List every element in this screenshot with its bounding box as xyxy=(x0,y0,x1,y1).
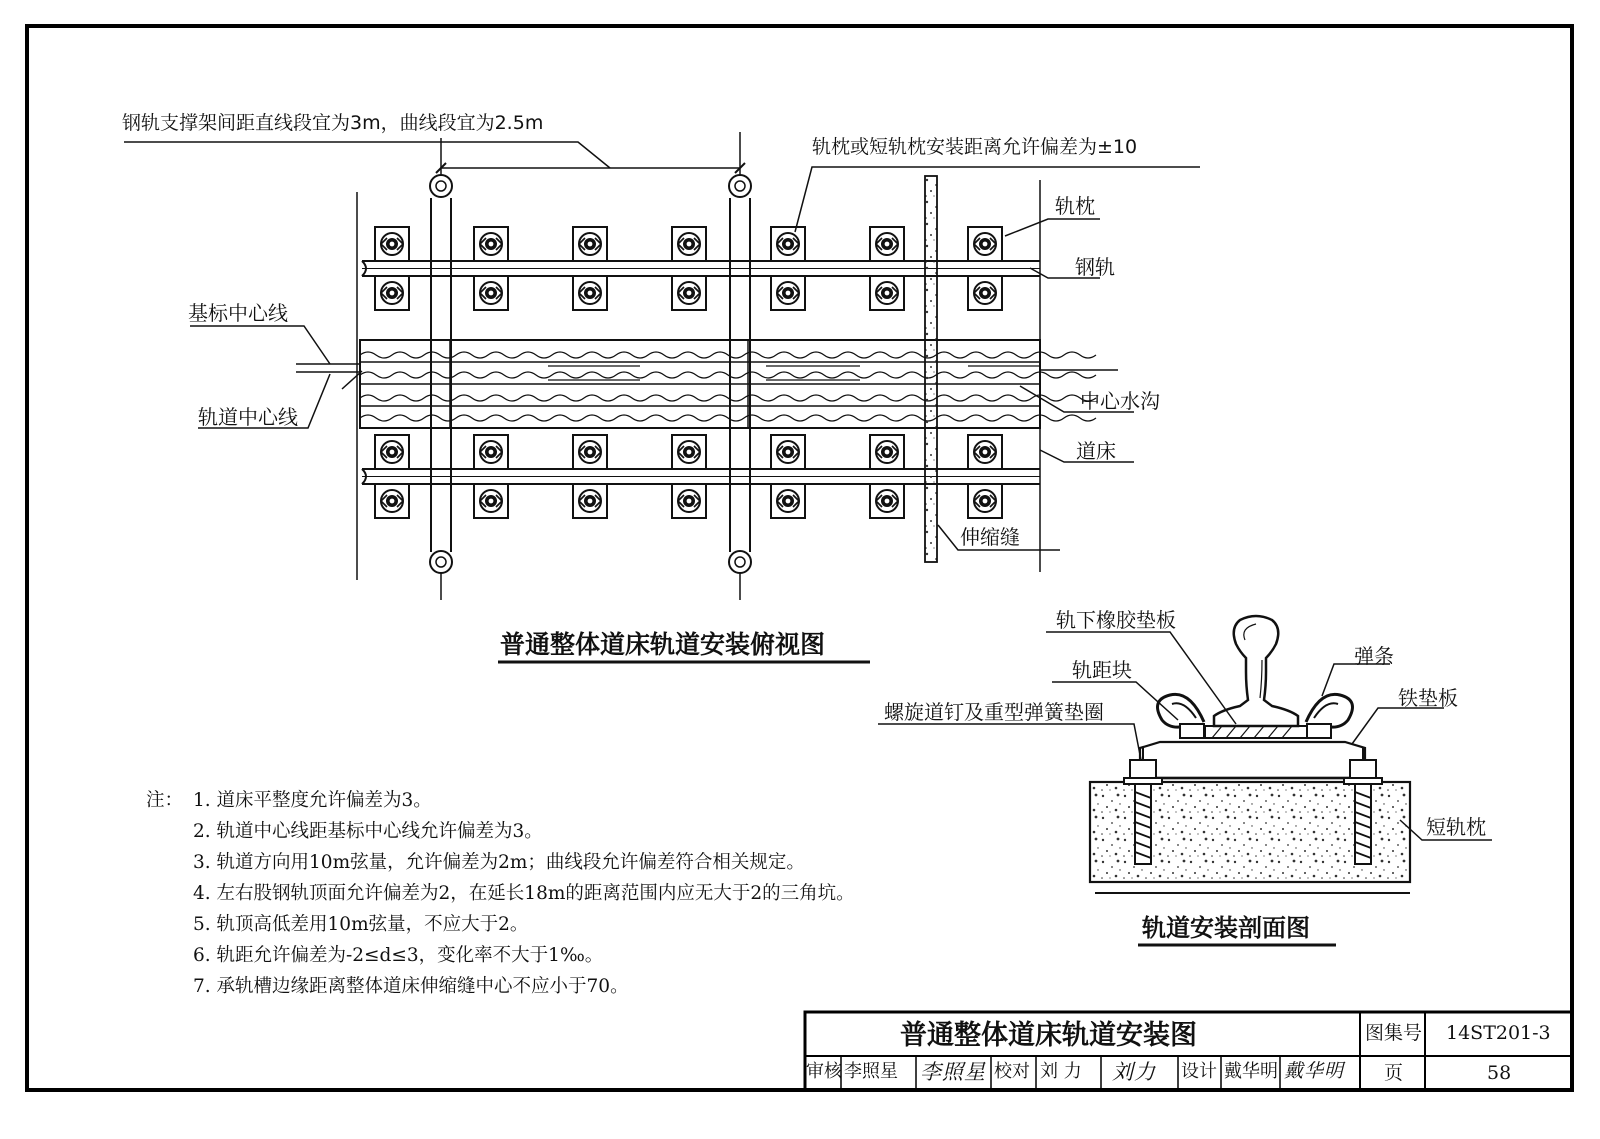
fastener-upper-a-7 xyxy=(968,227,1002,261)
label-support-spacing: 钢轨支撑架间距直线段宜为3m，曲线段宜为2.5m xyxy=(122,112,544,134)
fastener-lower-a-3 xyxy=(573,435,607,469)
fastener-upper-a-4 xyxy=(672,227,706,261)
label-short-sleeper: 短轨枕 xyxy=(1426,815,1486,839)
fastener-upper-b-4 xyxy=(672,276,706,310)
fastener-upper-a-6 xyxy=(870,227,904,261)
water-wave-1 xyxy=(360,352,1096,358)
fastener-lower-b-5 xyxy=(771,484,805,518)
fastener-upper-a-5 xyxy=(771,227,805,261)
checker-name: 刘 力 xyxy=(1040,1061,1082,1082)
drawing-title: 普通整体道床轨道安装图 xyxy=(900,1020,1197,1051)
leader-sleeper xyxy=(1005,219,1100,236)
fastener-lower-a-4 xyxy=(672,435,706,469)
fastener-lower-b-3 xyxy=(573,484,607,518)
label-rubber-pad: 轨下橡胶垫板 xyxy=(1056,608,1176,632)
page-number: 58 xyxy=(1487,1062,1512,1084)
note-item: 5. 轨顶高低差用10m弦量，不应大于2。 xyxy=(193,914,529,935)
right-gauge-block xyxy=(1307,724,1331,738)
note-item: 4. 左右股钢轨顶面允许偏差为2，在延长18m的距离范围内应无大于2的三角坑。 xyxy=(193,883,855,904)
fastener-lower-b-2 xyxy=(474,484,508,518)
label-expansion-joint: 伸缩缝 xyxy=(960,525,1020,549)
fastener-upper-b-6 xyxy=(870,276,904,310)
label-track-bed: 道床 xyxy=(1076,439,1116,463)
fastener-lower-b-7 xyxy=(968,484,1002,518)
label-track-centerline: 轨道中心线 xyxy=(198,405,298,429)
leader-screw-spike xyxy=(878,724,1141,760)
designer-name: 戴华明 xyxy=(1224,1061,1278,1082)
fastener-upper-a-3 xyxy=(573,227,607,261)
rail-profile xyxy=(1214,616,1298,726)
leader-iron-plate xyxy=(1352,708,1444,744)
note-item: 1. 道床平整度允许偏差为3。 xyxy=(193,790,432,811)
label-screw-spike: 螺旋道钉及重型弹簧垫圈 xyxy=(884,700,1104,724)
fastener-lower-b-4 xyxy=(672,484,706,518)
label-datum-centerline: 基标中心线 xyxy=(188,301,288,325)
atlas-number: 14ST201-3 xyxy=(1446,1022,1551,1044)
upper-rail xyxy=(362,261,1040,276)
support-frame-1 xyxy=(430,138,452,600)
plan-view-title: 普通整体道床轨道安装俯视图 xyxy=(500,630,826,659)
label-rail: 钢轨 xyxy=(1075,255,1115,279)
note-item: 2. 轨道中心线距基标中心线允许偏差为3。 xyxy=(193,821,543,842)
water-wave-4 xyxy=(360,415,1096,421)
fastener-lower-b-6 xyxy=(870,484,904,518)
water-wave-3 xyxy=(360,395,1096,401)
fastener-lower-a-6 xyxy=(870,435,904,469)
right-elastic-clip xyxy=(1306,694,1353,727)
water-wave-2 xyxy=(360,372,1096,378)
design-label: 设计 xyxy=(1181,1061,1217,1082)
label-sleeper-tolerance: 轨枕或短轨枕安装距离允许偏差为±10 xyxy=(812,136,1138,158)
note-item: 6. 轨距允许偏差为-2≤d≤3，变化率不大于1‰。 xyxy=(193,945,604,966)
atlas-label: 图集号 xyxy=(1365,1022,1423,1044)
leader-datum-centerline xyxy=(190,326,330,364)
fastener-lower-a-5 xyxy=(771,435,805,469)
leader-sleeper-tolerance xyxy=(795,167,1200,232)
leader-clip xyxy=(1322,664,1390,696)
label-sleeper: 轨枕 xyxy=(1055,194,1095,218)
checker-signature: 刘力 xyxy=(1112,1060,1156,1084)
fastener-upper-b-7 xyxy=(968,276,1002,310)
note-item: 3. 轨道方向用10m弦量，允许偏差为2m；曲线段允许偏差符合相关规定。 xyxy=(193,852,805,873)
notes-prefix: 注： xyxy=(146,790,184,811)
fastener-upper-b-5 xyxy=(771,276,805,310)
check-label: 校对 xyxy=(994,1061,1030,1082)
fastener-lower-a-7 xyxy=(968,435,1002,469)
note-item: 7. 承轨槽边缘距离整体道床伸缩缝中心不应小于70。 xyxy=(193,976,629,997)
section-view-title: 轨道安装剖面图 xyxy=(1142,914,1310,942)
fastener-upper-b-2 xyxy=(474,276,508,310)
label-iron-plate: 铁垫板 xyxy=(1398,686,1458,710)
label-clip: 弹条 xyxy=(1354,644,1394,668)
leader-support-spacing xyxy=(124,142,610,168)
left-elastic-clip xyxy=(1158,694,1205,727)
designer-signature: 戴华明 xyxy=(1284,1060,1345,1082)
iron-base-plate xyxy=(1140,742,1365,778)
expansion-joint xyxy=(925,176,937,562)
reviewer-name: 李照星 xyxy=(844,1061,898,1082)
center-ditch xyxy=(360,340,1096,428)
left-gauge-block xyxy=(1180,724,1204,738)
lower-rail xyxy=(362,469,1040,484)
reviewer-signature: 李照星 xyxy=(920,1060,986,1084)
fastener-upper-b-1 xyxy=(375,276,409,310)
fastener-upper-b-3 xyxy=(573,276,607,310)
fastener-lower-a-2 xyxy=(474,435,508,469)
page-label: 页 xyxy=(1384,1062,1404,1084)
label-gauge-block: 轨距块 xyxy=(1072,658,1132,682)
fastener-lower-a-1 xyxy=(375,435,409,469)
label-center-ditch: 中心水沟 xyxy=(1080,389,1160,413)
fastener-lower-b-1 xyxy=(375,484,409,518)
review-label: 审核 xyxy=(806,1061,842,1082)
fastener-upper-a-1 xyxy=(375,227,409,261)
plan-leaders xyxy=(124,142,1200,550)
fastener-upper-a-2 xyxy=(474,227,508,261)
